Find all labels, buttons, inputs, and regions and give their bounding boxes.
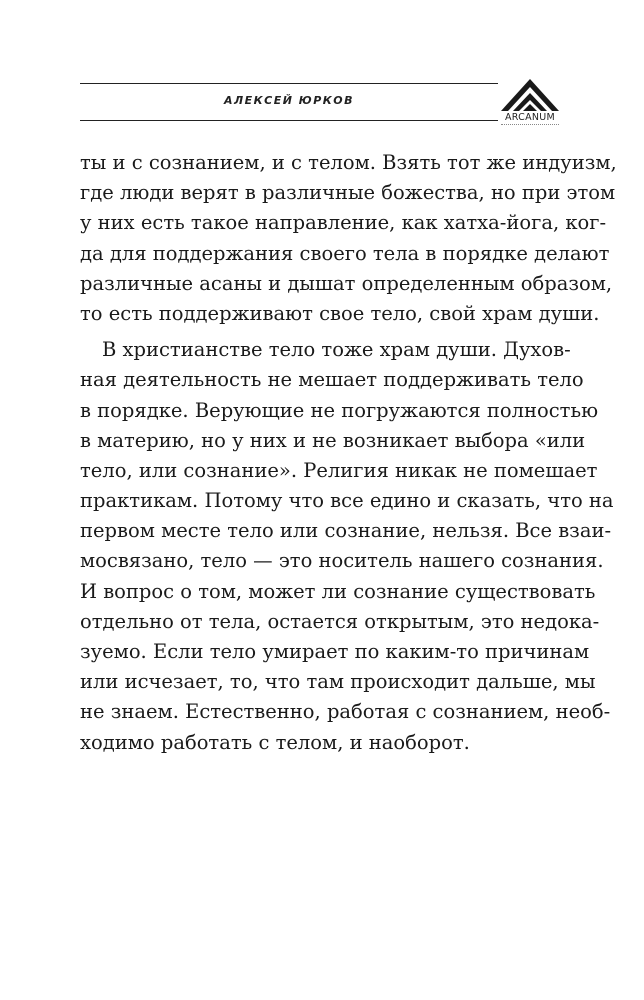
text-line: зуемо. Если тело умирает по каким-то причинам [80, 640, 590, 663]
page-header [0, 0, 644, 130]
paragraph-1 [80, 148, 617, 329]
publisher-logo-tagline [501, 124, 559, 126]
text-line: В христианстве тело тоже храм души. Духов- [102, 338, 571, 362]
running-head-author: АЛЕКСЕЙ ЮРКОВ [224, 94, 354, 107]
arcanum-triangle-icon [497, 77, 563, 113]
text-line: различные асаны и дышат определенным образом, [80, 271, 613, 295]
paragraph-2 [80, 335, 614, 758]
text-line: ная деятельность не мешает поддерживать тело [80, 368, 584, 392]
text-line: первом месте тело или сознание, нельзя. Все взаи- [80, 519, 612, 543]
text-line: или исчезает, то, что там происходит дальше, мы [80, 670, 596, 694]
text-line: ты и с сознанием, и с телом. Взять тот же индуизм, [80, 151, 617, 174]
publisher-logo-text: ARCANUM [504, 112, 556, 123]
text-line: мосвязано, тело — это носитель нашего сознания. [80, 549, 604, 573]
text-line: в материю, но у них и не возникает выбора «или [80, 428, 586, 452]
header-rule-top [80, 83, 498, 84]
text-line: у них есть такое направление, как хатха-йога, ког- [80, 211, 607, 235]
text-line: практикам. Потому что все едино и сказать, что на [80, 489, 614, 513]
text-line: отдельно от тела, остается открытым, это недока- [80, 609, 600, 633]
text-line: то есть поддерживают свое тело, свой храм души. [80, 301, 600, 325]
text-line: тело, или сознание». Религия никак не помешает [80, 458, 598, 482]
text-line: ходимо работать с телом, и наоборот. [80, 730, 470, 754]
text-line: не знаем. Естественно, работая с сознанием, необ- [80, 700, 611, 724]
text-line: И вопрос о том, может ли сознание существовать [80, 579, 596, 603]
header-rule-bottom [80, 120, 498, 121]
text-line: да для поддержания своего тела в порядке делают [80, 241, 610, 265]
text-line: где люди верят в различные божества, но при этом [80, 181, 616, 205]
text-line: в порядке. Верующие не погружаются полностью [80, 398, 599, 422]
publisher-logo [497, 77, 563, 127]
body-text [80, 148, 617, 758]
